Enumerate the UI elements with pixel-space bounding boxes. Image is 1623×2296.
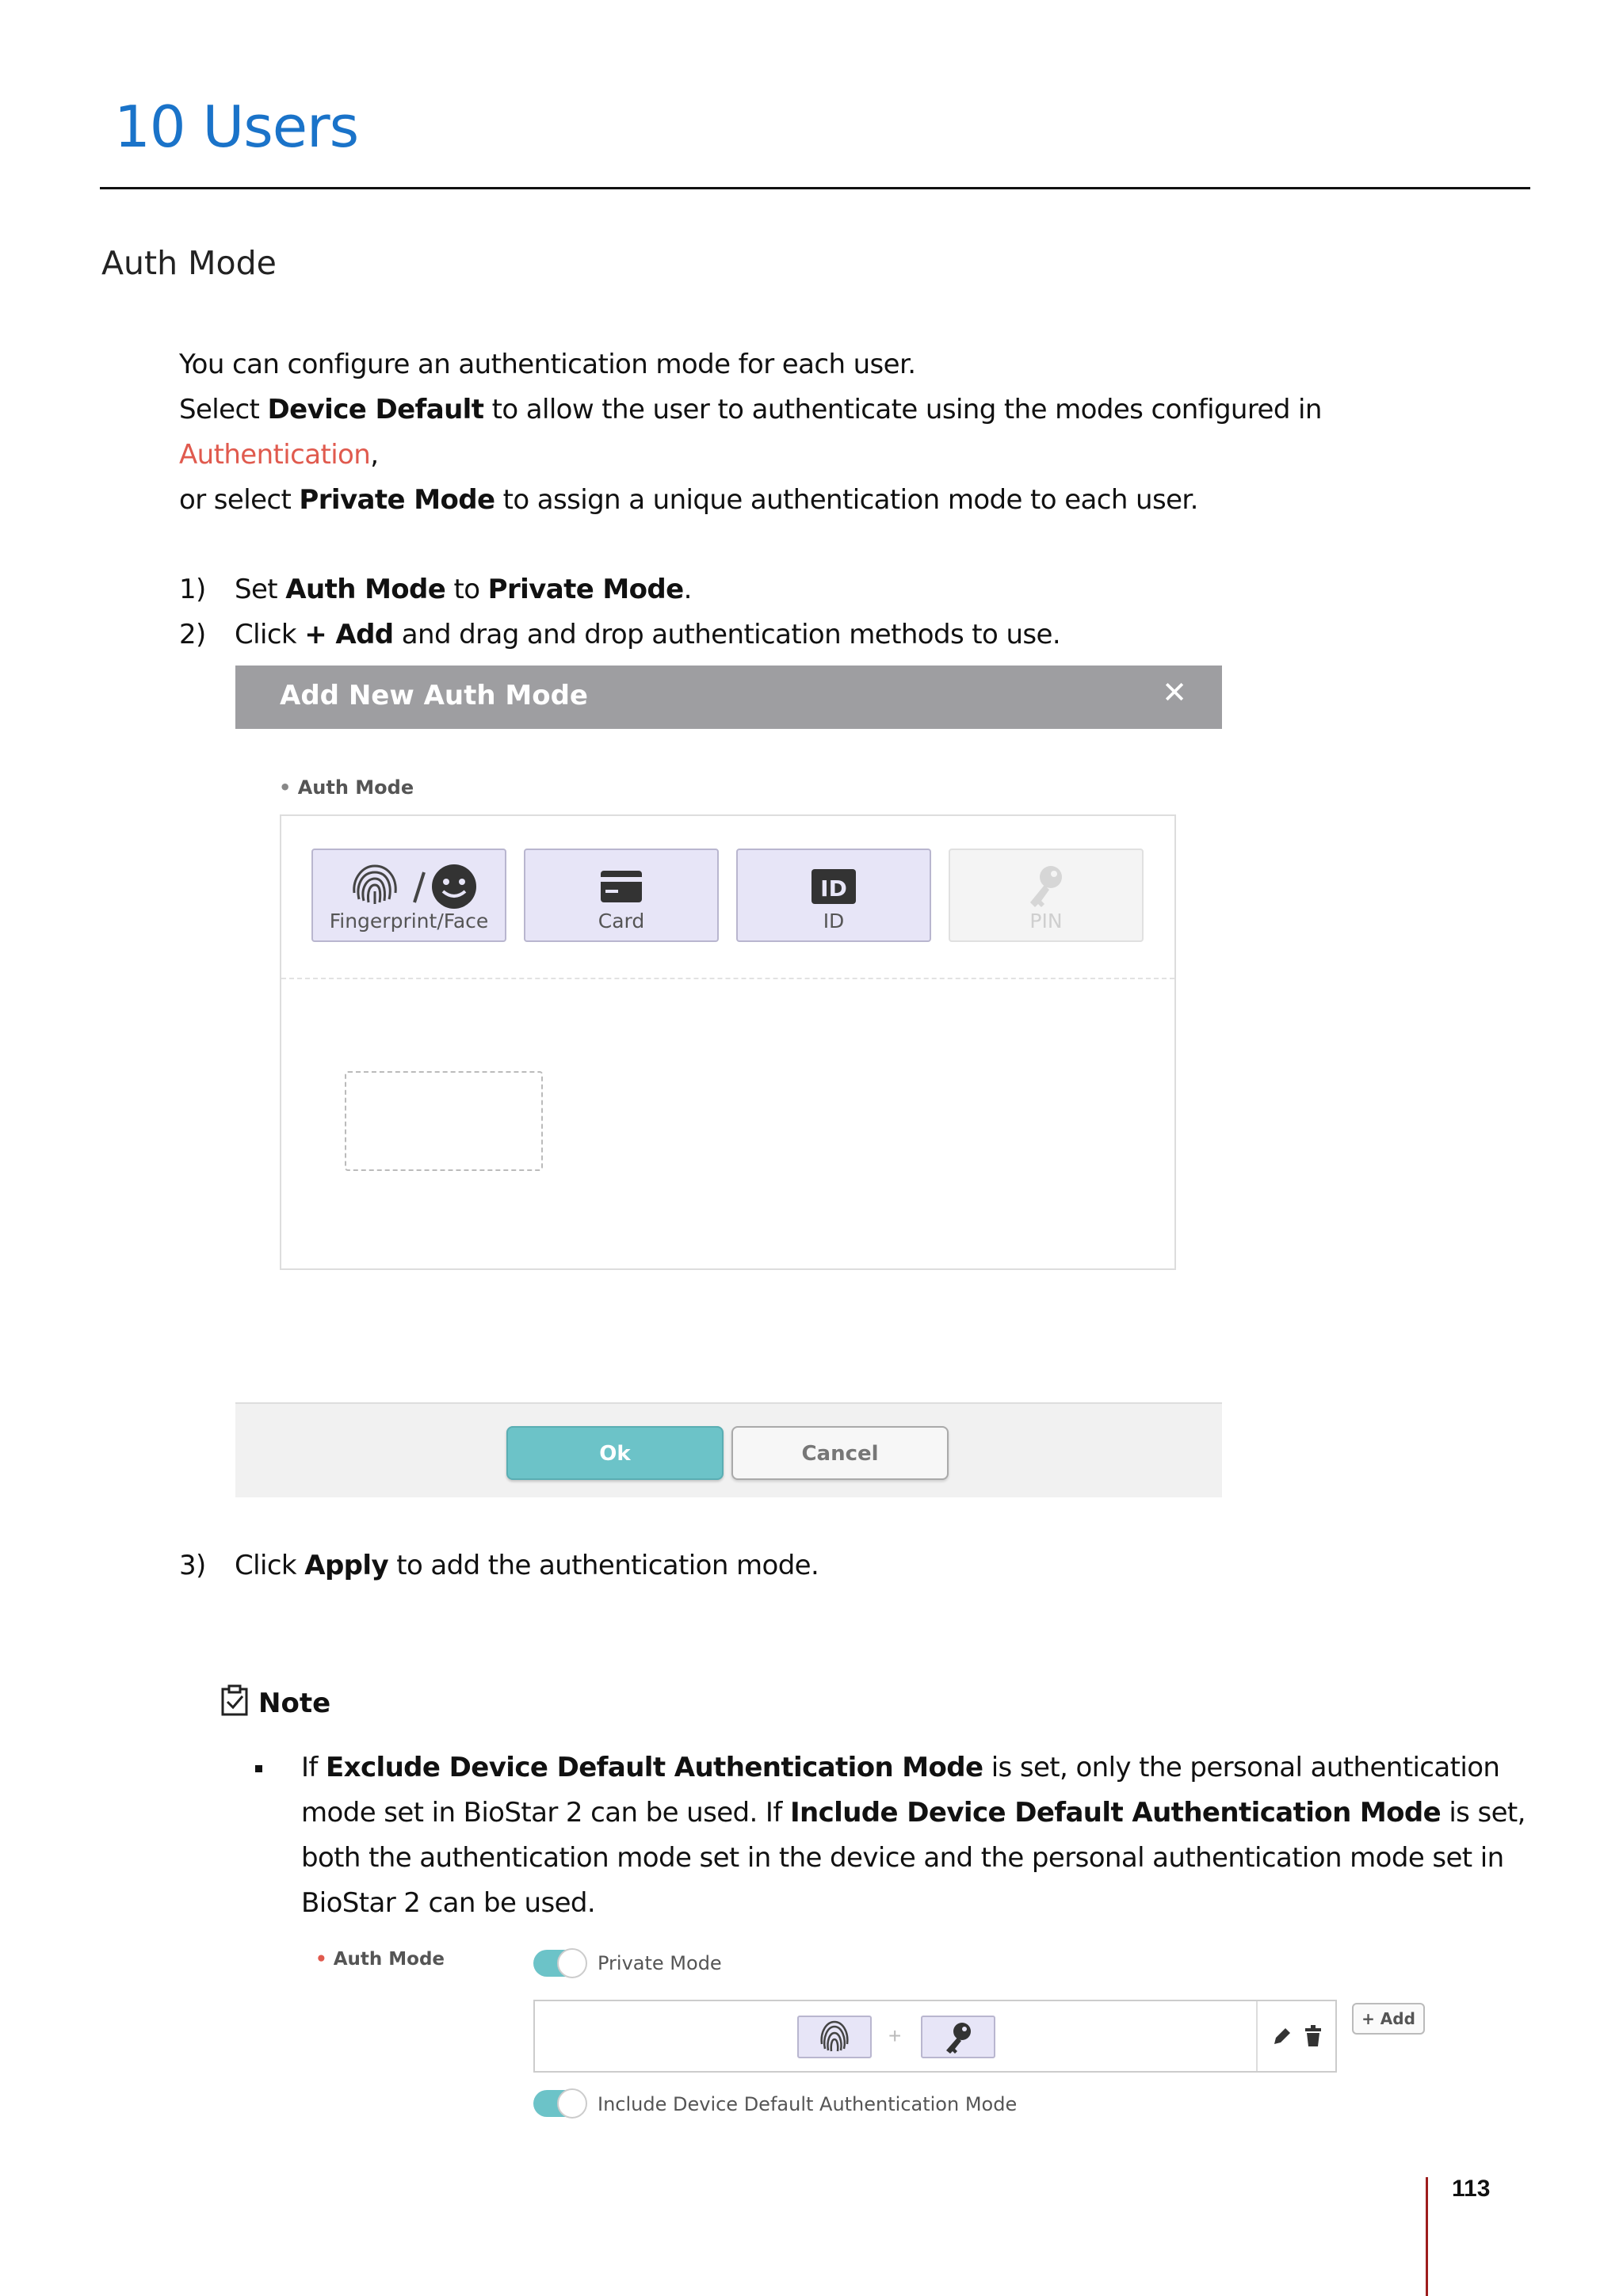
auth-mode-field-label: • Auth Mode bbox=[279, 776, 414, 799]
step-1: 1) Set Auth Mode to Private Mode. bbox=[179, 574, 692, 605]
trash-icon[interactable] bbox=[1304, 2025, 1323, 2051]
intro-line-1: You can configure an authentication mode for each user. bbox=[179, 349, 916, 380]
card-icon bbox=[525, 861, 717, 916]
tile-id[interactable] bbox=[736, 849, 931, 942]
tile-label: PIN bbox=[1029, 910, 1063, 933]
mini-tile-fingerprint[interactable] bbox=[797, 2016, 872, 2058]
ok-button[interactable]: Ok bbox=[506, 1426, 724, 1480]
plus-sign: + bbox=[888, 2023, 902, 2048]
toggle-knob bbox=[557, 2088, 587, 2119]
intro-line-3: or select Private Mode to assign a unique authentication mode to each user. bbox=[179, 484, 1198, 516]
key-icon bbox=[950, 861, 1142, 916]
note-bullet: If Exclude Device Default Authentication Mode is set, only the personal authentication mode set in BioStar 2 can be used. If Include Device Default Authentication Mode is set, both the authentication mode set in the device and the personal authentication mode set in BioStar 2 can be used. bbox=[301, 1752, 1526, 1919]
step-3: 3) Click Apply to add the authentication mode. bbox=[179, 1550, 819, 1581]
include-device-default-toggle[interactable] bbox=[533, 2090, 586, 2117]
authentication-link[interactable]: Authentication bbox=[179, 439, 371, 471]
private-mode-label: Private Mode bbox=[598, 1952, 722, 1974]
key-icon bbox=[922, 2017, 994, 2057]
include-device-default-label: Include Device Default Authentication Mode bbox=[598, 2093, 1018, 2115]
svg-text:ID: ID bbox=[820, 875, 847, 902]
tile-label: Fingerprint/Face bbox=[329, 910, 489, 933]
page-number-rule bbox=[1426, 2177, 1428, 2296]
tile-card[interactable] bbox=[524, 849, 719, 942]
note-title: Note bbox=[258, 1688, 331, 1719]
drop-zone[interactable] bbox=[345, 1071, 543, 1171]
tile-label: ID bbox=[823, 910, 845, 933]
panel-divider bbox=[281, 978, 1174, 979]
id-icon bbox=[738, 861, 930, 916]
intro-line-2: Select Device Default to allow the user to authenticate using the modes configured in Authentication, bbox=[179, 394, 1322, 471]
fingerprint-face-icon bbox=[313, 861, 505, 916]
tile-pin[interactable] bbox=[949, 849, 1144, 942]
bullet-marker bbox=[255, 1765, 262, 1772]
edit-icon[interactable] bbox=[1271, 2025, 1293, 2051]
dialog-footer bbox=[235, 1402, 1222, 1497]
dialog-header bbox=[235, 666, 1222, 729]
tile-label: Card bbox=[598, 910, 645, 933]
section-title: Auth Mode bbox=[101, 244, 277, 282]
dialog-title: Add New Auth Mode bbox=[280, 680, 588, 711]
step-2: 2) Click + Add and drag and drop authentication methods to use. bbox=[179, 619, 1061, 650]
toggle-knob bbox=[557, 1948, 587, 1978]
example-auth-mode-label: • Auth Mode bbox=[315, 1949, 445, 1970]
cancel-button[interactable]: Cancel bbox=[731, 1426, 949, 1480]
close-icon[interactable]: ✕ bbox=[1162, 677, 1187, 710]
page-number: 113 bbox=[1452, 2176, 1491, 2202]
combo-divider bbox=[1256, 2001, 1258, 2071]
add-button[interactable]: + Add bbox=[1352, 2003, 1425, 2035]
intro-paragraph bbox=[179, 342, 1526, 523]
mini-tile-pin[interactable] bbox=[921, 2016, 995, 2058]
note-icon bbox=[220, 1684, 249, 1720]
private-mode-toggle[interactable] bbox=[533, 1950, 586, 1977]
title-divider bbox=[100, 187, 1530, 189]
chapter-title: 10 Users bbox=[114, 93, 359, 160]
tile-fingerprint-face[interactable] bbox=[311, 849, 506, 942]
fingerprint-icon bbox=[799, 2017, 870, 2057]
